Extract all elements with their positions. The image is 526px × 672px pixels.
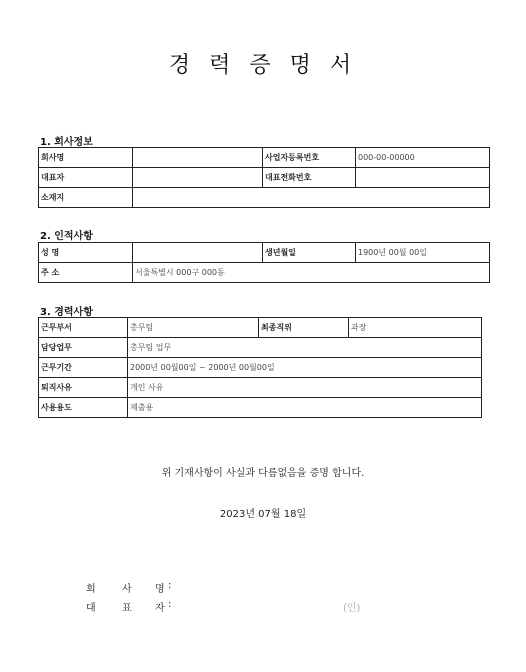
table-row (39, 358, 482, 378)
sig-company-char: 명 (155, 584, 165, 595)
ceo-label: 대표자 (39, 168, 133, 188)
table-row (39, 188, 490, 208)
company-signature-line (0, 580, 526, 594)
phone-field[interactable] (356, 168, 490, 188)
biz-reg-label: 사업자등록번호 (263, 148, 356, 168)
table-row (39, 338, 482, 358)
table-row (39, 168, 490, 188)
reason-label: 퇴직사유 (39, 378, 128, 398)
sig-company-char: 회 (86, 584, 96, 595)
company-name-label: 회사명 (39, 148, 133, 168)
position-field[interactable]: 과장 (349, 318, 482, 338)
birth-label: 생년월일 (263, 243, 356, 263)
company-address-field[interactable] (133, 188, 490, 208)
section-heading-company: 1. 회사정보 (40, 137, 93, 148)
document-title: 경 력 증 명 서 (168, 53, 358, 78)
duty-label: 담당업무 (39, 338, 128, 358)
company-address-label: 소재지 (39, 188, 133, 208)
sig-company-colon: : (168, 580, 172, 591)
company-name-field[interactable] (133, 148, 263, 168)
section-heading-career: 3. 경력사항 (40, 307, 93, 318)
sig-ceo-char: 자 (155, 603, 165, 614)
period-field[interactable]: 2000년 00월00일 ~ 2000년 00월00일 (128, 358, 482, 378)
purpose-field[interactable]: 제출용 (128, 398, 482, 418)
dept-field[interactable]: 총무팀 (128, 318, 259, 338)
ceo-signature-line (0, 599, 526, 613)
table-row (39, 398, 482, 418)
biz-reg-field[interactable]: 000-00-00000 (356, 148, 490, 168)
reason-field[interactable]: 개인 사유 (128, 378, 482, 398)
table-row (39, 243, 490, 263)
period-label: 근무기간 (39, 358, 128, 378)
personal-info-table (38, 242, 490, 283)
table-row (39, 148, 490, 168)
birth-field[interactable]: 1900년 00월 00일 (356, 243, 490, 263)
issue-date: 2023년 07월 18일 (219, 509, 307, 520)
personal-address-label: 주 소 (39, 263, 133, 283)
ceo-field[interactable] (133, 168, 263, 188)
position-label: 최종직위 (259, 318, 349, 338)
table-row (39, 318, 482, 338)
section-heading-personal: 2. 인적사항 (40, 231, 93, 242)
sig-ceo-char: 표 (122, 603, 132, 614)
company-info-table (38, 147, 490, 208)
career-info-table (38, 317, 482, 418)
duty-field[interactable]: 총무팀 업무 (128, 338, 482, 358)
certification-statement: 위 기재사항이 사실과 다름없음을 증명 합니다. (161, 468, 365, 479)
name-field[interactable] (133, 243, 263, 263)
dept-label: 근무부서 (39, 318, 128, 338)
seal-placeholder: (인) (343, 603, 361, 614)
phone-label: 대표전화번호 (263, 168, 356, 188)
table-row (39, 378, 482, 398)
purpose-label: 사용용도 (39, 398, 128, 418)
name-label: 성 명 (39, 243, 133, 263)
sig-ceo-colon: : (168, 599, 172, 610)
sig-company-char: 사 (122, 584, 132, 595)
table-row (39, 263, 490, 283)
sig-ceo-char: 대 (86, 603, 96, 614)
personal-address-field[interactable]: 서울특별시 000구 000동 (133, 263, 490, 283)
